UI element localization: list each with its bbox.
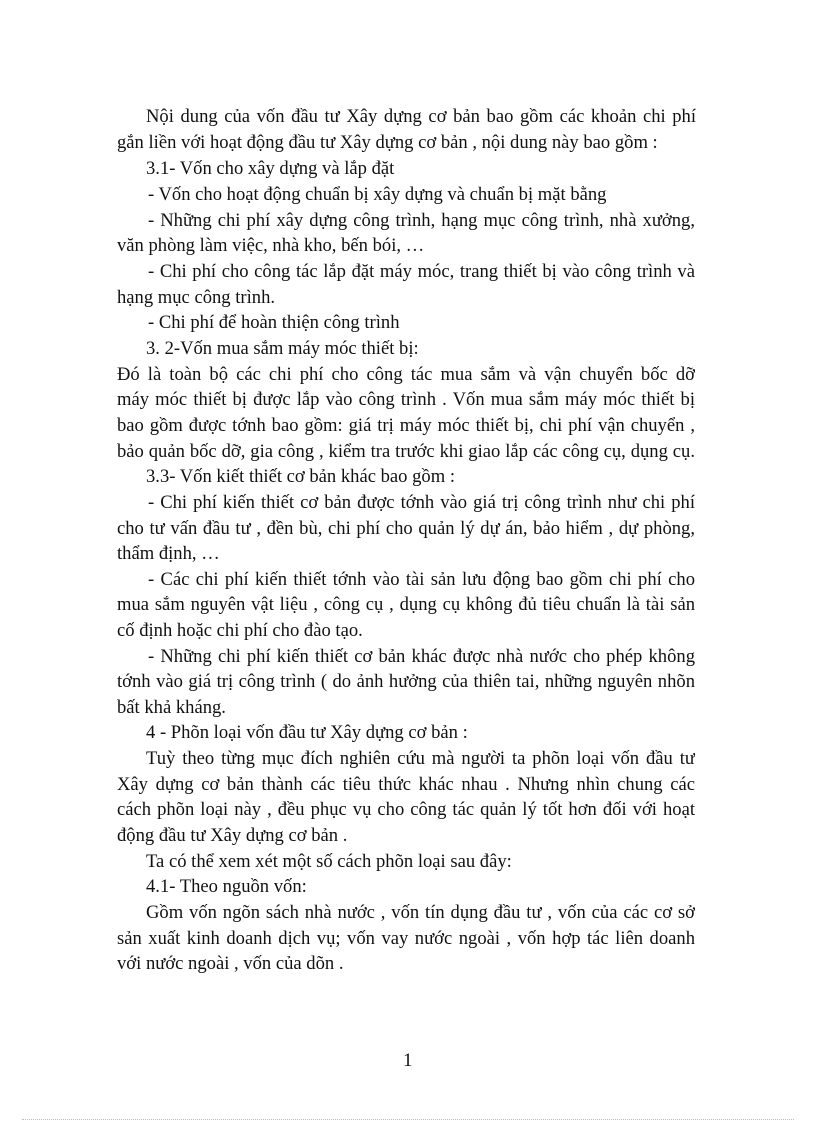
- text-line-5: - Những chi phí xây dựng công trình, hạng mục công trình, nhà xưởng,: [148, 210, 695, 231]
- page-number: 1: [403, 1050, 413, 1071]
- heading-3-2: 3. 2-Vốn mua sắm máy móc thiết bị:: [146, 338, 419, 359]
- text-line-18: thẩm định, …: [117, 543, 220, 564]
- text-line-33: sản xuất kinh doanh dịch vụ; vốn vay nước ngoài , vốn hợp tác liên doanh: [117, 928, 695, 949]
- text-line-21: cố định hoặc chi phí cho đào tạo.: [117, 620, 363, 641]
- text-line-13: bao gồm được tớnh bao gồm: giá trị máy móc thiết bị, chi phí vận chuyển ,: [117, 415, 695, 436]
- text-line-29: động đầu tư Xây dựng cơ bản .: [117, 825, 348, 846]
- heading-3-1: 3.1- Vốn cho xây dựng và lắp đặt: [146, 158, 395, 179]
- text-line-30: Ta có thể xem xét một số cách phõn loại sau đây:: [146, 851, 512, 872]
- text-line-9: - Chi phí để hoàn thiện công trình: [148, 312, 400, 333]
- text-line-4: - Vốn cho hoạt động chuẩn bị xây dựng và chuẩn bị mặt bằng: [148, 184, 607, 205]
- bottom-dotted-rule: [22, 1119, 794, 1120]
- text-line-19: - Các chi phí kiến thiết tớnh vào tài sản lưu động bao gồm chi phí cho: [148, 569, 695, 590]
- text-line-12: máy móc thiết bị được lắp vào công trình . Vốn mua sắm máy móc thiết bị: [117, 389, 695, 410]
- text-line-16: - Chi phí kiến thiết cơ bản được tớnh vào giá trị công trình như chi phí: [148, 492, 695, 513]
- text-line-27: Xây dựng cơ bản thành các tiêu thức khác nhau . Nhưng nhìn chung các: [117, 774, 695, 795]
- text-line-26: Tuỳ theo từng mục đích nghiên cứu mà người ta phõn loại vốn đầu tư: [146, 748, 695, 769]
- text-line-7: - Chi phí cho công tác lắp đặt máy móc, trang thiết bị vào công trình và: [148, 261, 695, 282]
- text-line-17: cho tư vấn đầu tư , đền bù, chi phí cho quản lý dự án, bảo hiểm , dự phòng,: [117, 518, 695, 539]
- text-line-23: tớnh vào giá trị công trình ( do ảnh hưởng của thiên tai, những nguyên nhõn: [117, 671, 695, 692]
- heading-3-3: 3.3- Vốn kiết thiết cơ bản khác bao gồm :: [146, 466, 455, 487]
- text-line-11: Đó là toàn bộ các chi phí cho công tác mua sắm và vận chuyển bốc dỡ: [117, 364, 695, 385]
- text-line-6: văn phòng làm việc, nhà kho, bến bói, …: [117, 235, 425, 256]
- text-line-32: Gồm vốn ngõn sách nhà nước , vốn tín dụng đầu tư , vốn của các cơ sở: [146, 902, 695, 923]
- text-line-34: với nước ngoài , vốn của dõn .: [117, 953, 344, 974]
- text-line-24: bất khả kháng.: [117, 697, 226, 718]
- heading-4-1: 4.1- Theo nguồn vốn:: [146, 876, 307, 897]
- text-line-8: hạng mục công trình.: [117, 287, 276, 308]
- text-line-14: bảo quản bốc dỡ, gia công , kiểm tra trước khi giao lắp các công cụ, dụng cụ.: [117, 441, 695, 462]
- text-line-28: cách phõn loại này , đều phục vụ cho công tác quản lý tốt hơn đối với hoạt: [117, 799, 695, 820]
- text-line-20: mua sắm nguyên vật liệu , công cụ , dụng cụ không đủ tiêu chuẩn là tài sản: [117, 594, 695, 615]
- text-line-2: gắn liền với hoạt động đầu tư Xây dựng cơ bản , nội dung này bao gồm :: [117, 132, 658, 153]
- text-line-22: - Những chi phí kiến thiết cơ bản khác được nhà nước cho phép không: [148, 646, 695, 667]
- text-line-1: Nội dung của vốn đầu tư Xây dựng cơ bản bao gồm các khoản chi phí: [146, 106, 696, 127]
- heading-4: 4 - Phõn loại vốn đầu tư Xây dựng cơ bản :: [146, 722, 468, 743]
